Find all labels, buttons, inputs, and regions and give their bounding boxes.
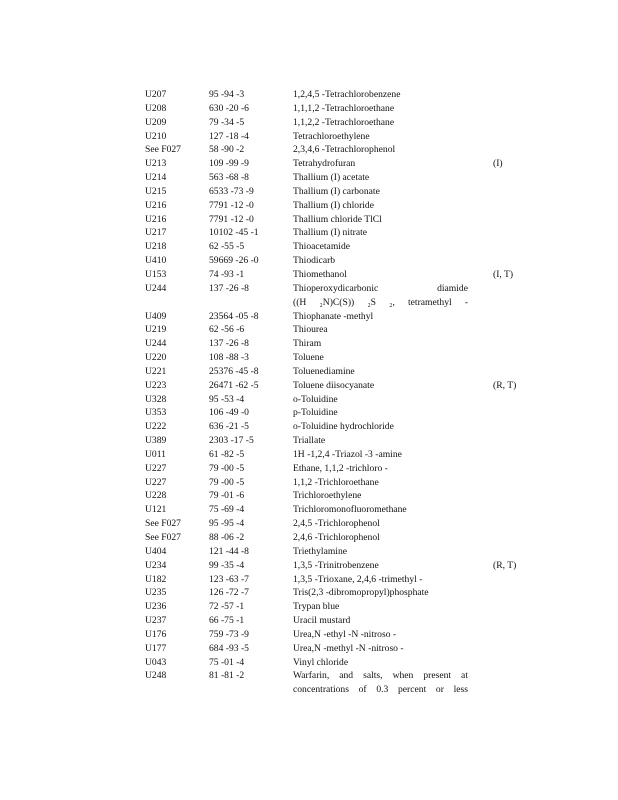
waste-code: U404 [145,545,167,557]
cas-number: 137 -26 -8 [209,282,249,294]
substance-name: 1,3,5 -Trinitrobenzene [293,559,379,571]
waste-code: U043 [145,656,167,668]
hazard-code: (R, T) [493,559,517,571]
substance-name: Thallium (I) carbonate [293,185,380,197]
cas-number: 121 -44 -8 [209,545,249,557]
substance-name: Warfarin, and salts, when present at [293,670,468,682]
table-row [0,406,618,420]
cas-number: 81 -81 -2 [209,670,245,682]
table-row [0,254,618,268]
substance-name: 1,2,4,5 -Tetrachlorobenzene [293,89,401,100]
substance-name-cell [293,351,468,365]
cas-number: 79 -00 -5 [209,462,245,474]
cas-number: 106 -49 -0 [209,407,249,419]
waste-code: U236 [145,601,167,613]
substance-name-cell [293,614,468,628]
waste-code: U237 [145,615,167,627]
waste-code: U409 [145,310,167,322]
waste-code: U235 [145,587,167,599]
substance-name-cell [293,240,468,254]
cas-number: 7791 -12 -0 [209,199,254,211]
waste-code: U215 [145,185,167,197]
substance-name: Thallium chloride TlCl [293,213,382,225]
hazardous-waste-table [0,88,618,697]
cas-number: 74 -93 -1 [209,268,245,280]
hazard-code: (R, T) [493,379,517,391]
substance-name: 2,4,5 -Trichlorophenol [293,518,380,530]
substance-name: 1,1,2 -Trichloroethane [293,476,379,488]
table-row [0,240,618,254]
cas-number: 636 -21 -5 [209,421,249,433]
table-row [0,573,618,587]
table-row [0,559,618,573]
cas-number: 62 -55 -5 [209,241,245,253]
waste-code: U353 [145,407,167,419]
substance-name: Urea,N -ethyl -N -nitroso - [293,628,397,640]
cas-number: 66 -75 -1 [209,615,245,627]
cas-number: 630 -20 -6 [209,102,249,114]
table-row [0,656,618,670]
waste-code: U219 [145,324,167,336]
table-row [0,614,618,628]
substance-name: 1H -1,2,4 -Triazol -3 -amine [293,448,402,460]
cas-number: 684 -93 -5 [209,642,249,654]
substance-name: Vinyl chloride [293,656,349,668]
waste-code: U217 [145,227,167,239]
waste-code: U222 [145,421,167,433]
waste-code: U410 [145,255,167,267]
substance-name-cell [293,420,468,434]
substance-name-cell [293,185,468,199]
substance-name: Thiram [293,338,322,350]
waste-code: U221 [145,365,167,377]
waste-code: U011 [145,448,166,460]
substance-name: 1,1,1,2 -Tetrachloroethane [293,102,395,114]
substance-name-cell [293,642,468,656]
substance-name: Trichloroethylene [293,490,362,502]
waste-code: U228 [145,490,167,502]
substance-name: Thiourea [293,324,328,336]
cas-number: 10102 -45 -1 [209,227,259,239]
waste-code: U244 [145,338,167,350]
substance-name: 2,3,4,6 -Tetrachlorophenol [293,144,396,156]
waste-code: U227 [145,476,167,488]
substance-name: 1,1,2,2 -Tetrachloroethane [293,116,395,128]
substance-name-cell [293,226,468,240]
table-row [0,420,618,434]
cas-number: 25376 -45 -8 [209,365,259,377]
waste-code: U207 [145,89,167,100]
table-row [0,365,618,379]
table-row [0,143,618,157]
cas-number: 26471 -62 -5 [209,379,259,391]
cas-number: 62 -56 -6 [209,324,245,336]
substance-name-cell [293,531,468,545]
table-row [0,531,618,545]
waste-code: U220 [145,352,167,364]
substance-name: Thioperoxydicarbonic diamide [293,282,468,294]
cas-number: 137 -26 -8 [209,338,249,350]
substance-name-cell [293,310,468,324]
substance-name: Urea,N -methyl -N -nitroso - [293,642,404,654]
substance-name-cell [293,448,468,462]
waste-code: U213 [145,158,167,170]
substance-name: 1,3,5 -Trioxane, 2,4,6 -trimethyl - [293,573,423,585]
cas-number: 61 -82 -5 [209,448,245,460]
table-row [0,88,618,102]
substance-name: 2,4,6 -Trichlorophenol [293,532,380,543]
table-row [0,669,618,697]
substance-name: Trypan blue [293,601,340,613]
table-row [0,226,618,240]
cas-number: 126 -72 -7 [209,587,249,599]
substance-name: Tetrahydrofuran [293,158,356,170]
waste-code: U121 [145,504,167,516]
substance-name-cell [293,254,468,268]
table-row [0,434,618,448]
substance-name-cell [293,628,468,642]
substance-name-cell [293,171,468,185]
substance-name-cell [293,282,468,310]
substance-name-continued: ((H ₂N)C(S)) ₂S ₂, tetramethyl - [293,296,468,308]
waste-code: U389 [145,435,167,447]
table-row [0,642,618,656]
cas-number: 95 -95 -4 [209,518,245,530]
waste-code: U214 [145,172,167,184]
cas-number: 72 -57 -1 [209,601,245,613]
waste-code: U176 [145,628,167,640]
substance-name-continued: concentrations of 0.3 percent or less [293,684,468,696]
cas-number: 75 -01 -4 [209,656,245,668]
waste-code: U216 [145,199,167,211]
substance-name-cell [293,489,468,503]
substance-name-cell [293,88,468,102]
cas-number: 58 -90 -2 [209,144,245,156]
waste-code: U244 [145,282,167,294]
waste-code: See F027 [145,532,181,543]
substance-name: Thiophanate -methyl [293,310,374,322]
cas-number: 23564 -05 -8 [209,310,259,322]
waste-code: U227 [145,462,167,474]
substance-name: Ethane, 1,1,2 -trichloro - [293,462,388,474]
substance-name: Thiomethanol [293,268,347,280]
substance-name: Thiodicarb [293,255,336,267]
table-row [0,517,618,531]
waste-code: U216 [145,213,167,225]
substance-name: Toluene diisocyanate [293,379,375,391]
substance-name-cell [293,586,468,600]
substance-name: Trichloromonofluoromethane [293,504,407,516]
substance-name: Triethylamine [293,545,348,557]
waste-code: U223 [145,379,167,391]
substance-name-cell [293,365,468,379]
waste-code: U209 [145,116,167,128]
table-row [0,337,618,351]
substance-name: Toluene [293,352,324,364]
cas-number: 7791 -12 -0 [209,213,254,225]
substance-name: Thallium (I) acetate [293,172,370,184]
cas-number: 95 -94 -3 [209,89,245,100]
waste-code: U218 [145,241,167,253]
substance-name-cell [293,143,468,157]
waste-code: See F027 [145,144,181,156]
table-row [0,351,618,365]
cas-number: 79 -34 -5 [209,116,245,128]
waste-code: See F027 [145,518,181,530]
table-row [0,476,618,490]
waste-code: U182 [145,573,167,585]
substance-name: Tetrachloroethylene [293,130,370,142]
substance-name-cell [293,130,468,144]
cas-number: 109 -99 -9 [209,158,249,170]
table-row [0,310,618,324]
waste-code: U153 [145,268,167,280]
substance-name-cell [293,213,468,227]
substance-name-cell [293,517,468,531]
cas-number: 123 -63 -7 [209,573,249,585]
substance-name: Thioacetamide [293,241,351,253]
substance-name-cell [293,559,468,573]
substance-name: p-Toluidine [293,407,338,419]
cas-number: 79 -01 -6 [209,490,245,502]
waste-code: U208 [145,102,167,114]
waste-code: U234 [145,559,167,571]
substance-name-cell [293,669,468,697]
substance-name: Toluenediamine [293,365,355,377]
cas-number: 59669 -26 -0 [209,255,259,267]
table-row [0,462,618,476]
substance-name-cell [293,462,468,476]
substance-name-cell [293,323,468,337]
substance-name-cell [293,379,468,393]
cas-number: 6533 -73 -9 [209,185,254,197]
table-row [0,503,618,517]
cas-number: 88 -06 -2 [209,532,245,543]
cas-number: 95 -53 -4 [209,393,245,405]
substance-name: Thallium (I) chloride [293,199,374,211]
cas-number: 759 -73 -9 [209,628,249,640]
cas-number: 79 -00 -5 [209,476,245,488]
substance-name: o-Toluidine [293,393,338,405]
cas-number: 127 -18 -4 [209,130,249,142]
waste-code: U248 [145,670,167,682]
substance-name-cell [293,656,468,670]
table-row [0,185,618,199]
substance-name: Uracil mustard [293,615,351,627]
substance-name-cell [293,503,468,517]
table-row [0,130,618,144]
cas-number: 99 -35 -4 [209,559,245,571]
substance-name-cell [293,406,468,420]
cas-number: 108 -88 -3 [209,352,249,364]
table-row [0,586,618,600]
waste-code: U210 [145,130,167,142]
substance-name-cell [293,102,468,116]
table-row [0,545,618,559]
table-row [0,102,618,116]
table-row [0,116,618,130]
table-row [0,171,618,185]
substance-name-cell [293,116,468,130]
substance-name: Triallate [293,435,326,447]
substance-name-cell [293,476,468,490]
table-row [0,489,618,503]
table-row [0,393,618,407]
substance-name-cell [293,157,468,171]
table-row [0,213,618,227]
table-row [0,268,618,282]
substance-name-cell [293,337,468,351]
substance-name-cell [293,268,468,282]
substance-name-cell [293,600,468,614]
substance-name-cell [293,573,468,587]
table-row [0,323,618,337]
table-row [0,282,618,310]
waste-code: U177 [145,642,167,654]
table-row [0,379,618,393]
table-row [0,157,618,171]
hazard-code: (I, T) [493,268,514,280]
table-row [0,600,618,614]
table-row [0,448,618,462]
cas-number: 563 -68 -8 [209,172,249,184]
cas-number: 75 -69 -4 [209,504,245,516]
table-row [0,199,618,213]
substance-name-cell [293,393,468,407]
substance-name: o-Toluidine hydrochloride [293,421,394,433]
substance-name-cell [293,434,468,448]
waste-code: U328 [145,393,167,405]
table-row [0,628,618,642]
substance-name: Thallium (I) nitrate [293,227,368,239]
cas-number: 2303 -17 -5 [209,435,254,447]
substance-name: Tris(2,3 -dibromopropyl)phosphate [293,587,429,599]
substance-name-cell [293,199,468,213]
substance-name-cell [293,545,468,559]
hazard-code: (I) [493,158,503,170]
